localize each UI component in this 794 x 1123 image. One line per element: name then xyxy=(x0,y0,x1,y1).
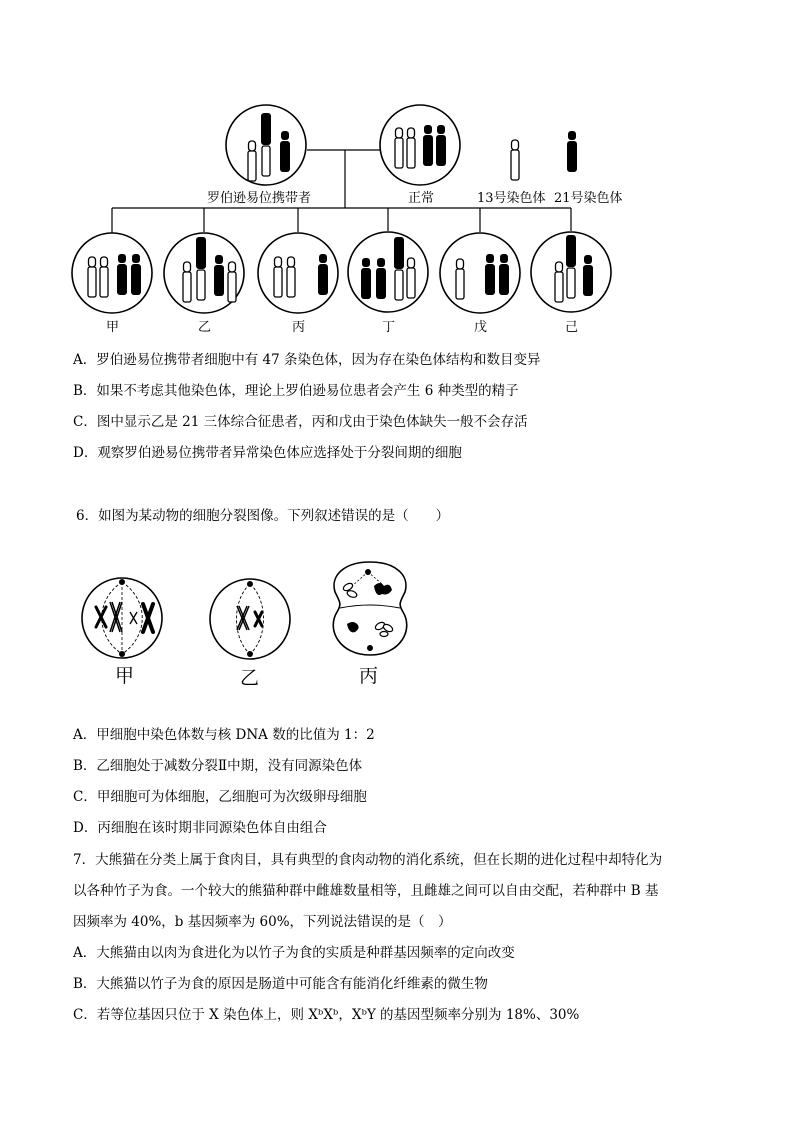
chromosome-21-legend-icon xyxy=(567,131,577,172)
cell-bing xyxy=(333,562,406,655)
q7-stem-line3: 因频率为 40%，b 基因频率为 60%，下列说法错误的是（ ） xyxy=(73,914,452,930)
child-cell-ji xyxy=(531,232,611,312)
robertsonian-pedigree-diagram xyxy=(0,0,794,320)
q7-stem-line2: 以各种竹子为食。一个较大的熊猫种群中雌雄数量相等，且雌雄之间可以自由交配，若种群中 B 基 xyxy=(73,883,659,899)
cell-label-jia: 甲 xyxy=(115,665,135,687)
q6-option-b: B．乙细胞处于减数分裂Ⅱ中期，没有同源染色体 xyxy=(73,758,363,774)
normal-cell xyxy=(380,105,460,185)
q5-option-c: C．图中显示乙是 21 三体综合征患者，丙和戊由于染色体缺失一般不会存活 xyxy=(73,414,528,430)
q5-option-d: D．观察罗伯逊易位携带者异常染色体应选择处于分裂间期的细胞 xyxy=(73,445,462,461)
child-label-ding: 丁 xyxy=(382,320,396,335)
cell-yi xyxy=(210,579,290,659)
carrier-label: 罗伯逊易位携带者 xyxy=(207,191,312,206)
carrier-cell xyxy=(226,105,306,185)
q6-stem: 6．如图为某动物的细胞分裂图像。下列叙述错误的是（ ） xyxy=(76,508,450,524)
cell-jia xyxy=(82,578,162,658)
child-cell-wu xyxy=(440,233,520,313)
q7-option-a: A．大熊猫由以肉为食进化为以竹子为食的实质是种群基因频率的定向改变 xyxy=(73,945,515,961)
q7-option-b: B．大熊猫以竹子为食的原因是肠道中可能含有能消化纤维素的微生物 xyxy=(73,976,488,992)
child-label-ji: 己 xyxy=(565,320,579,335)
child-cell-jia xyxy=(72,233,152,313)
q5-option-a: A．罗伯逊易位携带者细胞中有 47 条染色体，因为存在染色体结构和数目变异 xyxy=(73,352,541,368)
cell-label-yi: 乙 xyxy=(240,667,260,689)
normal-label: 正常 xyxy=(408,191,435,206)
q6-option-c: C．甲细胞可为体细胞，乙细胞可为次级卵母细胞 xyxy=(73,789,367,805)
child-cell-yi xyxy=(164,233,244,313)
cell-division-diagram xyxy=(0,560,794,660)
child-cell-bing xyxy=(258,233,338,313)
legend-21-label: 21号染色体 xyxy=(554,191,623,206)
child-label-jia: 甲 xyxy=(106,320,120,335)
q5-option-b: B．如果不考虑其他染色体，理论上罗伯逊易位患者会产生 6 种类型的精子 xyxy=(73,383,519,399)
chromosome-13-legend-icon xyxy=(511,140,519,180)
q6-option-d: D．丙细胞在该时期非同源染色体自由组合 xyxy=(73,820,327,836)
cell-label-bing: 丙 xyxy=(359,665,379,687)
q7-stem-line1: 7．大熊猫在分类上属于食肉目，具有典型的食肉动物的消化系统，但在长期的进化过程中却特化为 xyxy=(73,852,663,868)
child-cell-ding xyxy=(348,232,428,312)
q6-option-a: A．甲细胞中染色体数与核 DNA 数的比值为 1：2 xyxy=(73,727,375,743)
q7-option-c: C．若等位基因只位于 X 染色体上，则 XᵇXᵇ，XᵇY 的基因型频率分别为 18%、30% xyxy=(73,1007,580,1023)
legend-13-label: 13号染色体 xyxy=(477,191,546,206)
child-label-wu: 戊 xyxy=(474,320,488,335)
child-label-yi: 乙 xyxy=(198,320,212,335)
child-label-bing: 丙 xyxy=(292,320,306,335)
